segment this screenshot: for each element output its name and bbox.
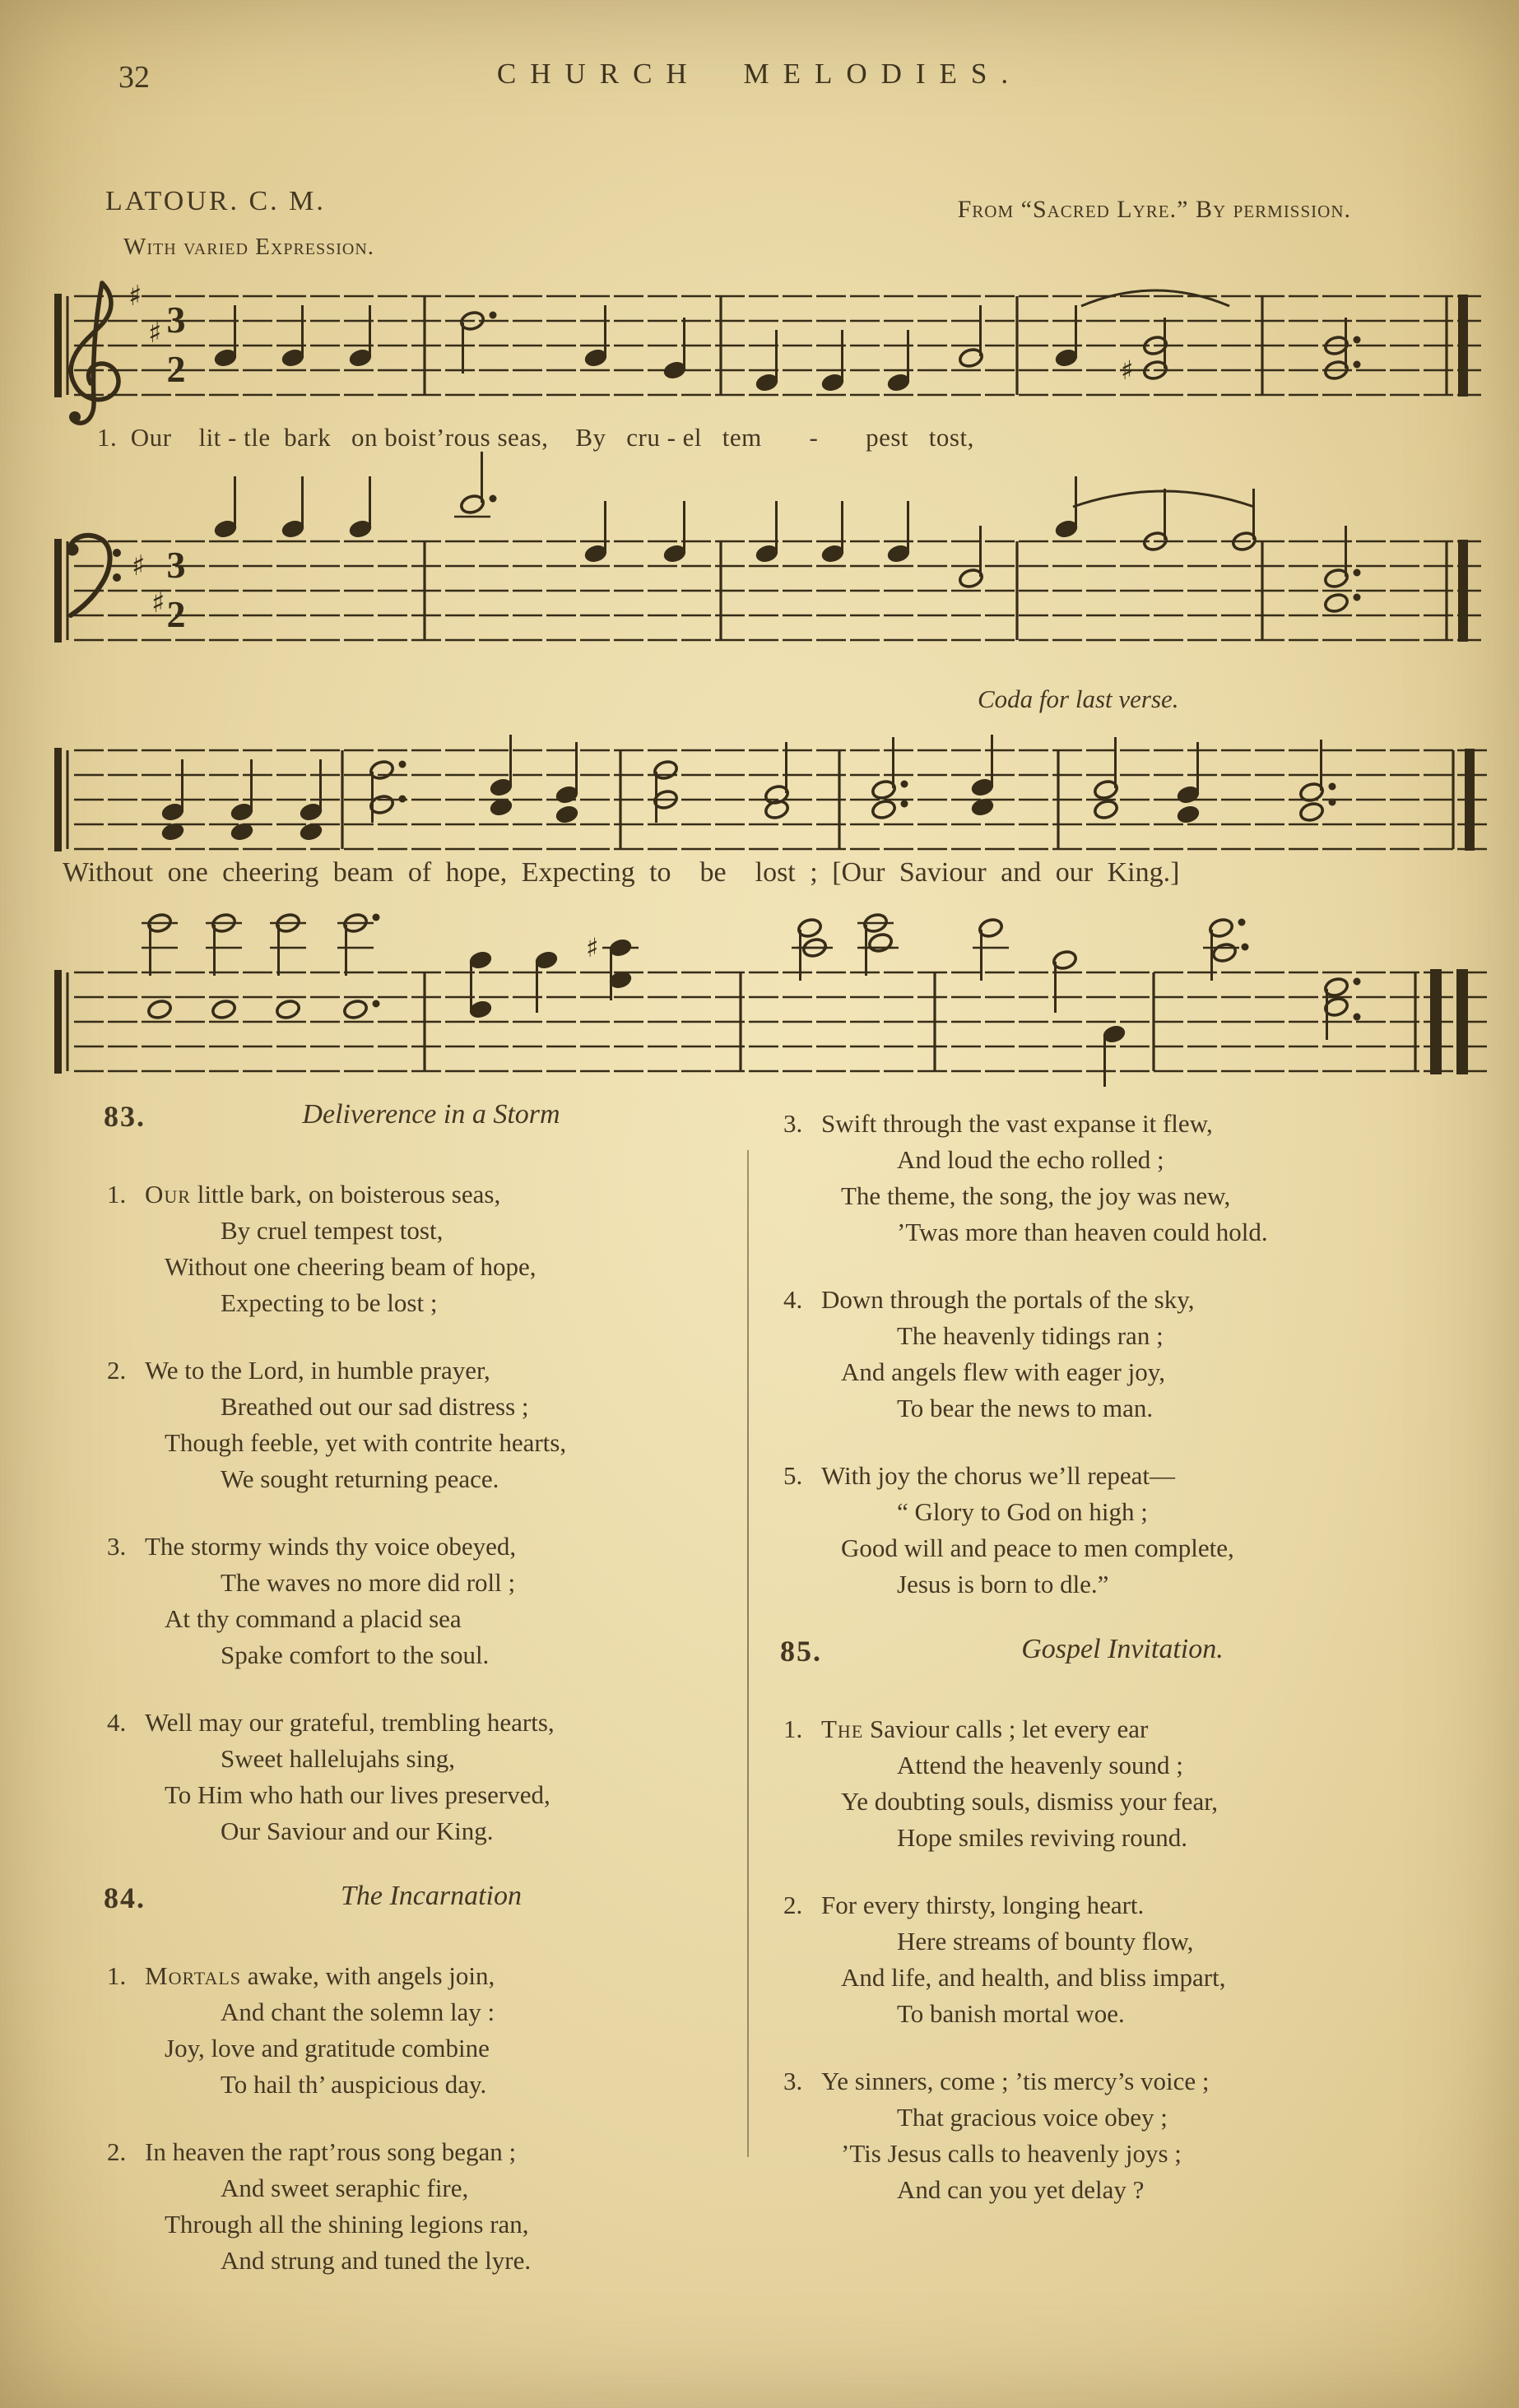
verse-line: Here streams of bounty flow,: [897, 1927, 1194, 1956]
verse-line: Sweet hallelujahs sing,: [221, 1744, 455, 1773]
verse-line: We to the Lord, in humble prayer,: [145, 1356, 490, 1385]
verse-line: Without one cheering beam of hope,: [165, 1252, 537, 1281]
verse-line: The waves no more did roll ;: [221, 1568, 516, 1597]
verse: [95, 1529, 742, 1673]
verse-line: “ Glory to God on high ;: [897, 1497, 1148, 1526]
verse-lead-word: Our: [145, 1180, 191, 1209]
verse: [772, 2063, 1448, 2208]
verse-line-text: awake, with angels join,: [241, 1961, 495, 1990]
verse: [95, 2134, 742, 2279]
verse-line: In heaven the rapt’rous song began ;: [145, 2137, 517, 2166]
verse-number: 1.: [107, 1961, 127, 1990]
verse-number: 3.: [783, 2067, 803, 2095]
verse-line: ’Twas more than heaven could hold.: [897, 1218, 1268, 1246]
verse-line-text: Saviour calls ; let every ear: [863, 1714, 1149, 1743]
svg-text:♯: ♯: [132, 550, 146, 582]
tune-name: LATOUR. C. M.: [105, 186, 326, 216]
verse-line: Spake comfort to the soul.: [221, 1640, 490, 1669]
verse-line: Through all the shining legions ran,: [165, 2210, 529, 2239]
verse-line: Expecting to be lost ;: [221, 1288, 438, 1317]
verse: [95, 1958, 742, 2103]
svg-text:3: 3: [166, 299, 186, 341]
verse-number: 1.: [783, 1714, 803, 1743]
verse-line: [772, 1711, 1448, 1747]
hymn-number: 85.: [780, 1635, 822, 1668]
verse-number: 5.: [783, 1461, 803, 1490]
verse: [772, 1106, 1448, 1250]
svg-text:♯: ♯: [128, 280, 142, 313]
verse-line: And sweet seraphic fire,: [221, 2174, 469, 2202]
verse-line: And chant the solemn lay :: [221, 1997, 495, 2026]
verse-number: 2.: [107, 1356, 127, 1385]
verse: [95, 1705, 742, 1849]
hymn-title: Deliverence in a Storm: [302, 1099, 560, 1130]
verse-line: We sought returning peace.: [221, 1464, 499, 1493]
verse-number: 3.: [783, 1109, 803, 1138]
verse-line: Hope smiles reviving round.: [897, 1823, 1188, 1852]
svg-text:♯: ♯: [586, 932, 599, 963]
verse-line: Though feeble, yet with contrite hearts,: [165, 1428, 567, 1457]
verse-line: That gracious voice obey ;: [897, 2103, 1168, 2132]
verse-line: ’Tis Jesus calls to heavenly joys ;: [841, 2139, 1182, 2168]
verse-line: Joy, love and gratitude combine: [165, 2034, 490, 2062]
column-divider: [747, 1150, 749, 2157]
verse-line: By cruel tempest tost,: [221, 1216, 444, 1245]
verse-line: Breathed out our sad distress ;: [221, 1392, 529, 1421]
svg-text:♯: ♯: [151, 587, 165, 619]
verse-line: And can you yet delay ?: [897, 2175, 1145, 2204]
verse-lead-word: Mortals: [145, 1961, 242, 1990]
verse-line: At thy command a placid sea: [165, 1604, 462, 1633]
verse-line: Swift through the vast expanse it flew,: [821, 1109, 1213, 1138]
hymn-84-heading: [95, 1881, 742, 1927]
verse-line: To banish mortal woe.: [897, 1999, 1125, 2028]
svg-text:2: 2: [166, 593, 186, 635]
verse: [95, 1176, 742, 1321]
verse-line: Well may our grateful, trembling hearts,: [145, 1708, 555, 1737]
svg-text:3: 3: [166, 544, 186, 586]
music-staff-coda-upper: [53, 727, 1494, 859]
lyrics-line-1: 1. Our lit - tle bark on boist’rous seas, By cru - el tem - pest tost,: [97, 423, 974, 452]
coda-label: Coda for last verse.: [978, 684, 1179, 713]
hymn-number: 84.: [104, 1881, 146, 1914]
verse-number: 2.: [107, 2137, 127, 2166]
music-staff-coda-lower: [53, 907, 1494, 1076]
verse-line: And life, and health, and bliss impart,: [841, 1963, 1226, 1992]
verse-line: Jesus is born to dle.”: [897, 1570, 1109, 1598]
verse-line: Down through the portals of the sky,: [821, 1285, 1195, 1314]
verse-line: To Him who hath our lives preserved,: [165, 1780, 550, 1809]
verse: [772, 1887, 1448, 2032]
verse-lead-word: The: [821, 1714, 864, 1743]
verse-line: The theme, the song, the joy was new,: [841, 1181, 1231, 1210]
verse-number: 1.: [107, 1180, 127, 1209]
verse-line: To hail th’ auspicious day.: [221, 2070, 487, 2099]
expression-marking: With varied Expression.: [123, 234, 375, 260]
verse-line: With joy the chorus we’ll repeat—: [821, 1461, 1176, 1490]
verse-line: Ye sinners, come ; ’tis mercy’s voice ;: [821, 2067, 1210, 2095]
svg-text:2: 2: [166, 348, 186, 390]
verse-number: 3.: [107, 1532, 127, 1561]
verse-line: And angels flew with eager joy,: [841, 1357, 1165, 1386]
verse-line: Attend the heavenly sound ;: [897, 1751, 1183, 1779]
hymn-title: Gospel Invitation.: [1021, 1634, 1224, 1664]
svg-text:♯: ♯: [1121, 355, 1134, 386]
music-staff-bass: [53, 484, 1488, 658]
verse-line: [95, 1958, 742, 1994]
verse-line: And loud the echo rolled ;: [897, 1145, 1164, 1174]
hymn-83-heading: [95, 1099, 742, 1145]
verse-line: The heavenly tidings ran ;: [897, 1321, 1164, 1350]
verse-number: 4.: [783, 1285, 803, 1314]
verse: [772, 1458, 1448, 1603]
verse-line: [95, 1176, 742, 1213]
attribution: From “Sacred Lyre.” By permission.: [957, 196, 1351, 223]
verse-line: For every thirsty, longing heart.: [821, 1891, 1145, 1919]
verse-line: And strung and tuned the lyre.: [221, 2246, 532, 2275]
svg-text:♯: ♯: [148, 317, 162, 350]
verse: [95, 1352, 742, 1497]
verse-line: The stormy winds thy voice obeyed,: [145, 1532, 517, 1561]
verse-number: 2.: [783, 1891, 803, 1919]
hymn-number: 83.: [104, 1100, 146, 1133]
verse: [772, 1282, 1448, 1427]
verse-line-text: little bark, on boisterous seas,: [190, 1180, 501, 1209]
hymn-85-heading: [772, 1634, 1448, 1680]
hymn-title: The Incarnation: [340, 1881, 523, 1911]
left-column: [95, 1099, 742, 2310]
verse-line: To bear the news to man.: [897, 1394, 1154, 1422]
music-staff-treble: [53, 276, 1488, 438]
running-title: CHURCH MELODIES.: [496, 58, 1023, 90]
verse-number: 4.: [107, 1708, 127, 1737]
verse: [772, 1711, 1448, 1856]
right-column: [772, 1099, 1448, 2239]
verse-line: Ye doubting souls, dismiss your fear,: [841, 1787, 1219, 1816]
verse-line: Our Saviour and our King.: [221, 1816, 494, 1845]
lyrics-line-2: Without one cheering beam of hope, Expecting to be lost ; [Our Saviour and our King.]: [63, 857, 1180, 888]
verse-line: Good will and peace to men complete,: [841, 1533, 1234, 1562]
page-number: 32: [118, 60, 150, 95]
